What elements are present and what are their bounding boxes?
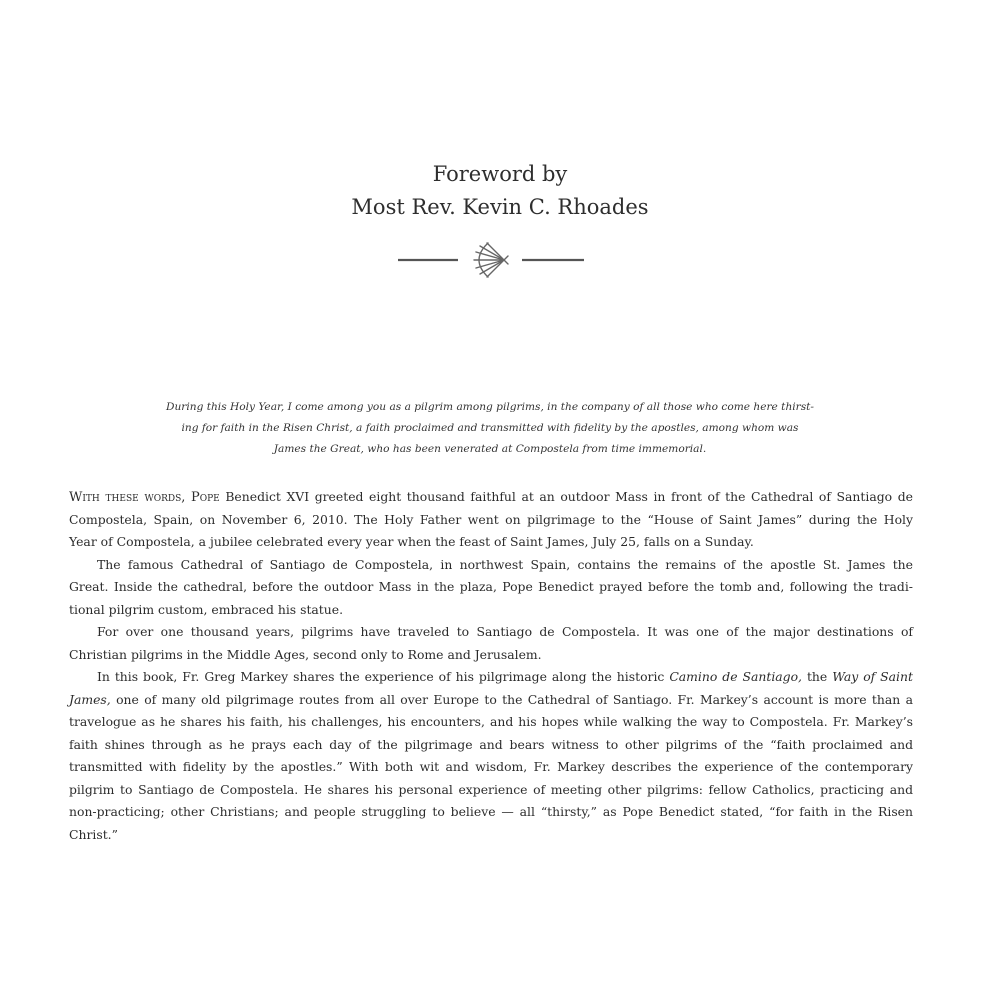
p4-line-5: transmitted with fidelity by the apostles.” With both wit and wisdom, Fr. Markey describes the experience of the contemporary (69, 759, 913, 774)
p4-line-1-b: the (806, 669, 828, 684)
small-caps-lead: With these words, (69, 490, 186, 505)
p1-line-1 (69, 486, 913, 509)
scallop-shell-icon (396, 242, 586, 278)
p1-line-2: Compostela, Spain, on November 6, 2010. The Holy Father went on pilgrimage to the “House of Saint James” during the Holy (69, 511, 913, 527)
epigraph-line-1: During this Holy Year, I come among you as a pilgrim among pilgrims, in the company of all those who come here thirst- (165, 401, 814, 413)
p2-line-3: tional pilgrim custom, embraced his statue. (69, 601, 344, 617)
epigraph-line-2: ing for faith in the Risen Christ, a faith proclaimed and transmitted with fidelity by the apostles, among whom was (181, 422, 799, 434)
p1-line-1-text: Benedict XVI greeted eight thousand faithful at an outdoor Mass in front of the Cathedral of Santiago de (225, 489, 913, 504)
p4-line-6: pilgrim to Santiago de Compostela. He shares his personal experience of meeting other pilgrims: fellow Catholics, practicing and (69, 781, 913, 797)
p3-line-2: Christian pilgrims in the Middle Ages, second only to Rome and Jerusalem. (69, 646, 542, 662)
way-title-part-1: Way of Saint (832, 669, 913, 684)
heading-author: Most Rev. Kevin C. Rhoades (351, 195, 649, 219)
heading-line-1: Foreword by (432, 162, 568, 186)
p1-line-3: Year of Compostela, a jubilee celebrated every year when the feast of Saint James, July 25, falls on a Sunday. (69, 534, 754, 549)
p2-line-1: The famous Cathedral of Santiago de Compostela, in northwest Spain, contains the remains of the apostle St. James the (97, 556, 913, 572)
p2-line-2: Great. Inside the cathedral, before the outdoor Mass in the plaza, Pope Benedict prayed before the tomb and, following the tradi- (69, 579, 913, 594)
shell-shape (474, 243, 508, 277)
way-title-part-2: James, (69, 691, 111, 707)
epigraph-quote (150, 397, 830, 460)
foreword-body (69, 486, 913, 846)
p4-line-1-a: In this book, Fr. Greg Markey shares the experience of his pilgrimage along the historic (97, 669, 665, 684)
p4-line-8: Christ.” (69, 826, 118, 842)
p4-line-7: non-practicing; other Christians; and people struggling to believe — all “thirsty,” as Pope Benedict stated, “for faith in the Risen (69, 804, 913, 819)
epigraph-line-3: James the Great, who has been venerated at Compostela from time immemorial. (273, 443, 707, 455)
p4-line-1 (69, 666, 913, 689)
p4-line-2-text: one of many old pilgrimage routes from all over Europe to the Cathedral of Santiago. Fr. Markey’s account is more than a (116, 691, 913, 707)
p4-line-2 (69, 689, 913, 712)
camino-title: Camino de Santiago, (669, 669, 802, 684)
p3-line-1: For over one thousand years, pilgrims have traveled to Santiago de Compostela. It was one of the major destinations of (97, 624, 913, 639)
foreword-heading (0, 158, 1000, 224)
p4-line-3: travelogue as he shares his faith, his challenges, his encounters, and his hopes while walking the way to Compostela. Fr. Markey’s (69, 714, 913, 729)
p4-line-4: faith shines through as he prays each day of the pilgrimage and bears witness to other pilgrims of the “faith proclaimed and (69, 736, 913, 752)
small-caps-pope: Pope (190, 490, 220, 505)
